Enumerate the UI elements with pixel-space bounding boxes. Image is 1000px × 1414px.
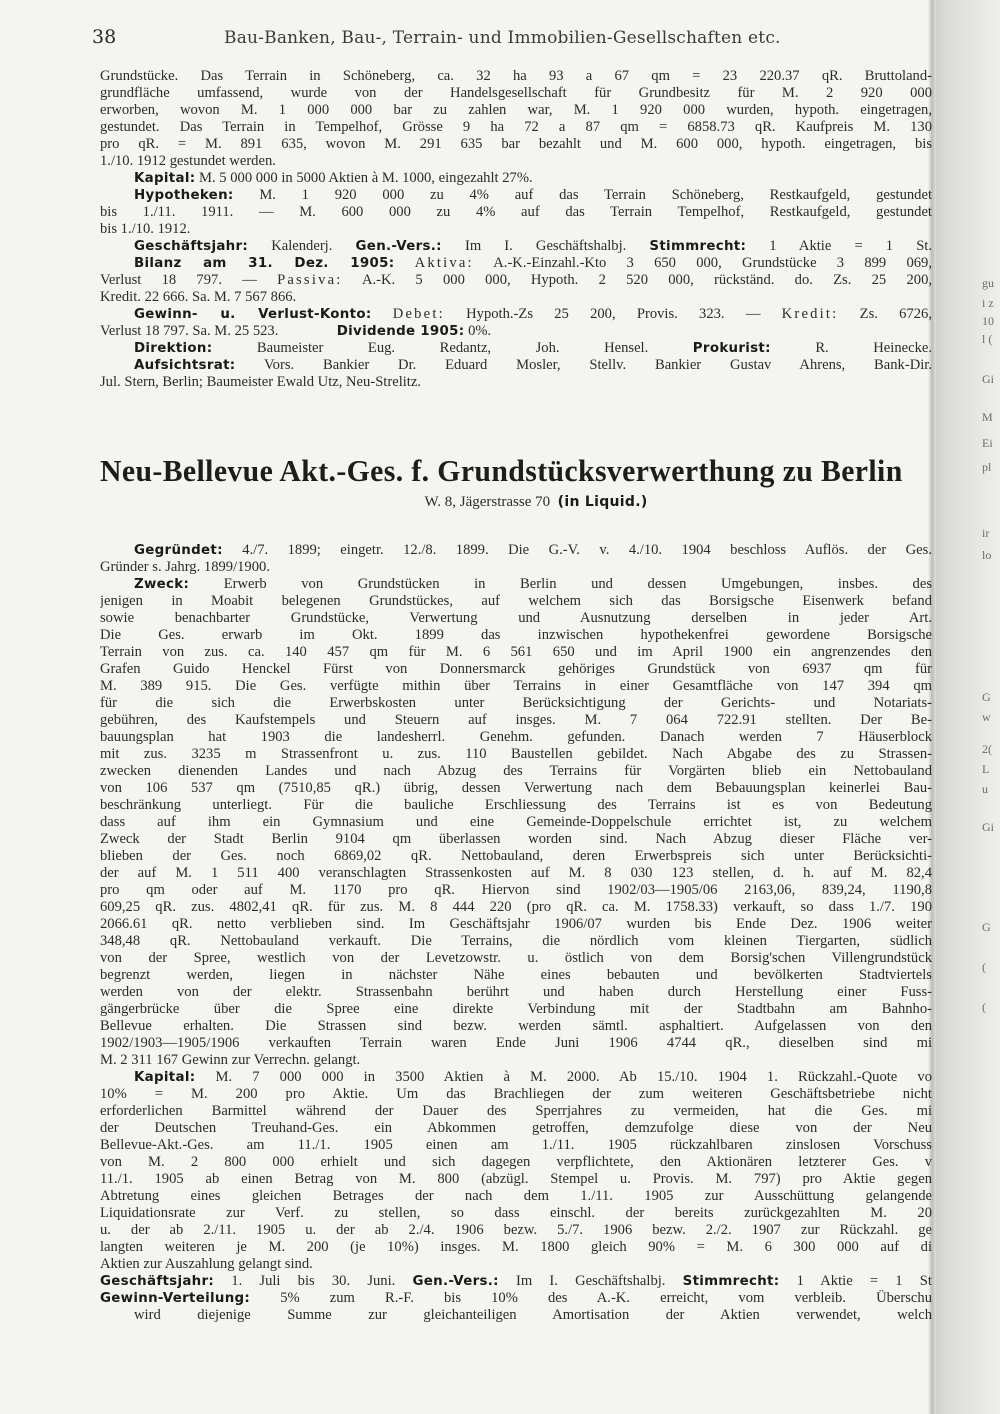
body-line: 11./1. 1905 ab einen Betrag von M. 800 (abzügl. Stempel u. Provis. M. 797) pro Aktie gegen: [100, 1171, 932, 1187]
body-line: 348,48 qR. Nettobauland verkauft. Die Terrains, die nördlich vom kleinen Tiergarten, südlich: [100, 933, 932, 949]
kapital-line: [100, 170, 932, 187]
stimmrecht-label: Stimmrecht:: [682, 1274, 780, 1289]
kapital-text: M. 5 000 000 in 5000 Aktien à M. 1000, eingezahlt 27%.: [199, 170, 533, 186]
aufsichtsrat-label: Aufsichtsrat:: [134, 358, 236, 373]
body-line: Jul. Stern, Berlin; Baumeister Ewald Utz, Neu-Strelitz.: [100, 374, 421, 390]
body-line: pro qR. = M. 891 635, wovon M. 291 635 bar bezahlt und M. 600 000, hypoth. eingetragen, bis: [100, 136, 932, 152]
body-line: beschränkung unterliegt. Für die bauliche Erschliessung des Terrains ist es von Bedeutung: [100, 797, 932, 813]
genvers-label: Gen.-Vers.:: [412, 1274, 499, 1289]
body-line: der auf M. 1 511 400 veranschlagten Strassenkosten auf M. 8 030 123 stellen, d. h. auf M. 82,4: [100, 865, 932, 881]
body-line: erworben, wovon M. 1 000 000 bar zu zahlen war, M. 1 920 000 wurden, hypoth. eingetragen,: [100, 102, 932, 118]
gewinn-summe: Verlust 18 797. Sa. M. 25 523.: [100, 323, 279, 339]
body-line: Gründer s. Jahrg. 1899/1900.: [100, 559, 270, 575]
stimmrecht-text: 1 Aktie = 1 St: [796, 1273, 932, 1289]
edge-fragment: G: [982, 690, 991, 704]
genvers-text: Im I. Geschäftshalbj.: [515, 1273, 666, 1289]
edge-fragment: Gi: [982, 820, 994, 834]
geschaeftsjahr-line: [100, 238, 932, 255]
body-line: gängerbrücke über die Spree eine direkte Verbindung mit der Stadtbahn am Bahnho-: [100, 1001, 932, 1017]
body-line: bis 1./11. 1911. — M. 600 000 zu 4% auf das Terrain Tempelhof, Restkaufgeld, gestundet: [100, 204, 932, 220]
body-line: von der Spree, westlich von der Levetzowstr. u. östlich von dem Borsig'schen Villengrundstück: [100, 950, 932, 966]
edge-fragment: l (: [982, 332, 993, 346]
bilanz-label: Bilanz am 31. Dez. 1905:: [134, 256, 395, 271]
body-line: sowie benachbarter Grundstücke, Verwertung und Ausnutzung derselben in jeder Art.: [100, 610, 932, 626]
body-line: von M. 2 800 000 erhielt und sich dagegen verpflichtete, den Aktionären letzterer Ges. v: [100, 1154, 932, 1170]
body-line: bis 1./10. 1912.: [100, 221, 191, 237]
body-line: 2066.61 qR. netto verblieben sind. Im Geschäftsjahr 1906/07 wurden bis Ende Dez. 1906 weiter: [100, 916, 932, 932]
edge-fragment: Gi: [982, 372, 994, 386]
body-line: M. 2 311 167 Gewinn zur Verrechn. gelangt.: [100, 1052, 361, 1068]
aufsichtsrat-text: Vors. Bankier Dr. Eduard Mosler, Stellv. Bankier Gustav Ahrens, Bank-Dir.: [264, 357, 932, 373]
passiva-text: A.-K. 5 000 000, Hypoth. 2 520 000, rückständ. do. Zs. 25 200,: [361, 272, 932, 288]
geschaeftsjahr-text: 1. Juli bis 30. Juni.: [231, 1273, 396, 1289]
body-line: Kredit. 22 666. Sa. M. 7 567 866.: [100, 289, 297, 305]
stimmrecht-label: Stimmrecht:: [649, 239, 747, 254]
company-address: W. 8, Jägerstrasse 70: [424, 494, 551, 510]
body-line: 1902/1903—1905/1906 verkauften Terrain waren Ende Juni 1906 4744 qR., dieselben sind mi: [100, 1035, 932, 1051]
previous-company-entry: [100, 68, 932, 391]
page-number: 38: [92, 26, 117, 48]
edge-fragment: G: [982, 920, 991, 934]
body-line: Zweck der Stadt Berlin 9104 qm überlassen worden sind. Nach Abzug dieser Fläche ver-: [100, 831, 932, 847]
body-line: M. 389 915. Die Ges. verfügte mithin über Terrains in einer Gesamtfläche von 147 394 qm: [100, 678, 932, 694]
body-line: mit zus. 3235 m Strassenfront u. zus. 110 Baustellen gebildet. Nach Abgabe des zu Strassen-: [100, 746, 932, 762]
gegruendet-line: [100, 542, 932, 559]
body-line: u. der ab 2./11. 1905 u. der ab 2./4. 1906 bezw. 5./7. 1906 bezw. 2./2. 1907 zur Rückzahl. ge: [100, 1222, 932, 1238]
zweck-label: Zweck:: [134, 577, 190, 592]
passiva-label: Passiva:: [277, 272, 343, 288]
body-line: Abtretung eines gleichen Betrages der nach dem 1./11. 1905 zur Ausschüttung gelangende: [100, 1188, 932, 1204]
kredit-label: Kredit:: [781, 306, 839, 322]
kapital-line: [100, 1069, 932, 1086]
stimmrecht-text: 1 Aktie = 1 St.: [769, 238, 932, 254]
gewinnverteilung-line: [100, 1290, 932, 1307]
genvers-label: Gen.-Vers.:: [355, 239, 442, 254]
body-line: grundfläche umfassend, wurde von der Handelsgesellschaft für Grundbesitz für M. 2 920 000: [100, 85, 932, 101]
gewinnverteilung-text: 5% zum R.-F. bis 10% des A.-K. erreicht, vom verbleib. Überschu: [280, 1290, 932, 1306]
gewinn-line-2: [100, 323, 932, 340]
geschaeftsjahr-label: Geschäftsjahr:: [134, 239, 249, 254]
body-line: 10% = M. 200 pro Aktie. Um das Brachliegen der zum weiteren Geschäftsbetriebe nicht: [100, 1086, 932, 1102]
edge-fragment: ir: [982, 526, 990, 540]
body-line: Aktien zur Auszahlung gelangt sind.: [100, 1256, 313, 1272]
gewinnverteilung-label: Gewinn-Verteilung:: [100, 1291, 251, 1306]
edge-fragment: u: [982, 782, 988, 796]
hypotheken-line: [100, 187, 932, 204]
dividende-text: 0%.: [468, 323, 492, 339]
zweck-line: [100, 576, 932, 593]
prokurist-text: R. Heinecke.: [815, 340, 932, 356]
aktiva-text: A.-K.-Einzahl.-Kto 3 650 000, Grundstücke 3 899 069,: [493, 255, 932, 271]
edge-fragment: L: [982, 762, 990, 776]
body-line: Bellevue-Akt.-Ges. am 11./1. 1905 einen am 1./11. 1905 rückzahlbaren zinslosen Vorschuss: [100, 1137, 932, 1153]
body-line: 1./10. 1912 gestundet werden.: [100, 153, 276, 169]
geschaeftsjahr-line: [100, 1273, 932, 1290]
prokurist-label: Prokurist:: [692, 341, 771, 356]
body-line: gestundet. Das Terrain in Tempelhof, Grösse 9 ha 72 a 87 qm = 6858.73 qR. Kaufpreis M. 130: [100, 119, 932, 135]
bilanz-line-2: [100, 272, 932, 289]
edge-fragment: 10: [982, 314, 994, 328]
body-line: werden von der elektr. Strassenbahn berührt und haben durch Herstellung einer Fuss-: [100, 984, 932, 1000]
company-title: Neu-Bellevue Akt.-Ges. f. Grundstücksverwerthung zu Berlin: [100, 453, 903, 488]
edge-fragment: (: [982, 960, 986, 974]
edge-fragment: lo: [982, 548, 992, 562]
kapital-label: Kapital:: [134, 171, 196, 186]
running-head: Bau-Banken, Bau-, Terrain- und Immobilien-Gesellschaften etc.: [224, 28, 781, 48]
edge-fragment: pl: [982, 460, 992, 474]
edge-fragment: (: [982, 1000, 986, 1014]
body-line: pro qm oder auf M. 1170 pro qR. Hiervon sind 1902/03—1905/06 2163,06, 839,24, 1190,8: [100, 882, 932, 898]
hypotheken-text: M. 1 920 000 zu 4% auf das Terrain Schöneberg, Restkaufgeld, gestundet: [259, 187, 932, 203]
geschaeftsjahr-label: Geschäftsjahr:: [100, 1274, 215, 1289]
aufsichtsrat-line: [100, 357, 932, 374]
company-address-line: [100, 494, 932, 511]
edge-fragment: w: [982, 710, 991, 724]
edge-fragment: Ei: [982, 436, 993, 450]
kapital-text: M. 7 000 000 in 3500 Aktien à M. 2000. Ab 15./10. 1904 1. Rückzahl.-Quote vo: [215, 1069, 932, 1085]
direktion-text: Baumeister Eug. Redantz, Joh. Hensel.: [256, 340, 649, 356]
zweck-text: Erwerb von Grundstücken in Berlin und dessen Umgebungen, insbes. des: [223, 576, 932, 592]
edge-fragment: 2(: [982, 742, 992, 756]
bilanz-verlust: Verlust 18 797. —: [100, 272, 257, 288]
body-line: dass auf ihm ein Gymnasium und eine Gemeinde-Doppelschule errichtet ist, zu welchem: [100, 814, 932, 830]
page-header: [92, 26, 932, 54]
kredit-text: Zs. 6726,: [859, 306, 932, 322]
edge-fragment: gu: [982, 276, 994, 290]
body-line: Terrain von zus. ca. 140 457 qm für M. 6 561 650 und im April 1900 ein angrenzendes den: [100, 644, 932, 660]
body-line: Grundstücke. Das Terrain in Schöneberg, ca. 32 ha 93 a 67 qm = 23 220.37 qR. Bruttoland-: [100, 68, 932, 84]
gewinn-label: Gewinn- u. Verlust-Konto:: [134, 307, 372, 322]
debet-text: Hypoth.-Zs 25 200, Provis. 323. —: [466, 306, 761, 322]
aktiva-label: Aktiva:: [414, 255, 474, 271]
body-line: gebühren, des Kaufstempels und Steuern auf insges. M. 7 064 722.91 stellten. Der Be-: [100, 712, 932, 728]
body-line: für die sich die Erwerbskosten unter Berücksichtigung der Gerichts- und Notariats-: [100, 695, 932, 711]
body-line: Grafen Guido Henckel Fürst von Donnersmarck gehöriges Grundstück von 6937 qm für: [100, 661, 932, 677]
company-entry: [100, 542, 932, 1324]
body-line: jenigen in Moabit belegenen Grundstückes, auf welchem sich das Borsigsche Eisenwerk befand: [100, 593, 932, 609]
body-line: zwecken dienenden Landes und nach Abzug des Terrains für Vorgärten blieb ein Nettobauland: [100, 763, 932, 779]
body-line: begrenzt werden, liegen in nächster Nähe eines bebauten und bevölkerten Stadtviertels: [100, 967, 932, 983]
body-line: Die Ges. erwarb im Okt. 1899 das inzwischen hypothekenfrei gewordene Borsigsche: [100, 627, 932, 643]
edge-fragment: M: [982, 410, 993, 424]
page-gutter: [928, 0, 1000, 1414]
debet-label: Debet:: [392, 306, 445, 322]
bilanz-line: [100, 255, 932, 272]
hypotheken-label: Hypotheken:: [134, 188, 234, 203]
gewinn-line: [100, 306, 932, 323]
body-line: erforderlichen Barmittel während der Dauer des Sperrjahres zu vermeiden, hat die Ges. mi: [100, 1103, 932, 1119]
genvers-text: Im I. Geschäftshalbj.: [464, 238, 627, 254]
geschaeftsjahr-text: Kalenderj.: [271, 238, 333, 254]
gegruendet-label: Gegründet:: [134, 543, 223, 558]
edge-fragment: i z: [982, 296, 994, 310]
body-line: von 106 537 qm (7510,85 qR.) übrig, dessen Verwertung nach dem Bebauungsplan keinerlei Bau-: [100, 780, 932, 796]
direktion-line: [100, 340, 932, 357]
body-line: der Deutschen Treuhand-Ges. ein Abkommen getroffen, demzufolge diese von der Neu: [100, 1120, 932, 1136]
direktion-label: Direktion:: [134, 341, 213, 356]
body-line: bauungsplan hat 1903 die landesherrl. Genehm. gefunden. Danach werden 7 Häuserblock: [100, 729, 932, 745]
body-line: Bellevue erhalten. Die Strassen sind bezw. werden sämtl. asphaltiert. Aufgelassen von den: [100, 1018, 932, 1034]
gegruendet-text: 4./7. 1899; eingetr. 12./8. 1899. Die G.-V. v. 4./10. 1904 beschloss Auflös. der Ges.: [242, 542, 932, 558]
body-line: 609,25 qR. zus. 4802,41 qR. für zus. M. 8 444 220 (pro qR. ca. M. 1758.33) verkauft, so dass 1./7. 190: [100, 899, 932, 915]
dividende-label: Dividende 1905:: [336, 324, 465, 339]
body-line: Liquidationsrate zur Verf. zu stellen, so dass einschl. der bereits zurückgezahlten M. 20: [100, 1205, 932, 1221]
liquidation-status: (in Liquid.): [557, 494, 648, 510]
body-line: blieben der Ges. noch 6869,02 qR. Nettobauland, deren Erwerbspreis sich unter Berücksichti-: [100, 848, 932, 864]
body-line: langten weiteren je M. 200 (je 10%) insges. M. 1800 gleich 90% = M. 6 300 000 auf di: [100, 1239, 932, 1255]
kapital-label: Kapital:: [134, 1070, 196, 1085]
body-line: wird diejenige Summe zur gleichanteiligen Amortisation der Aktien verwendet, welch: [134, 1307, 932, 1323]
